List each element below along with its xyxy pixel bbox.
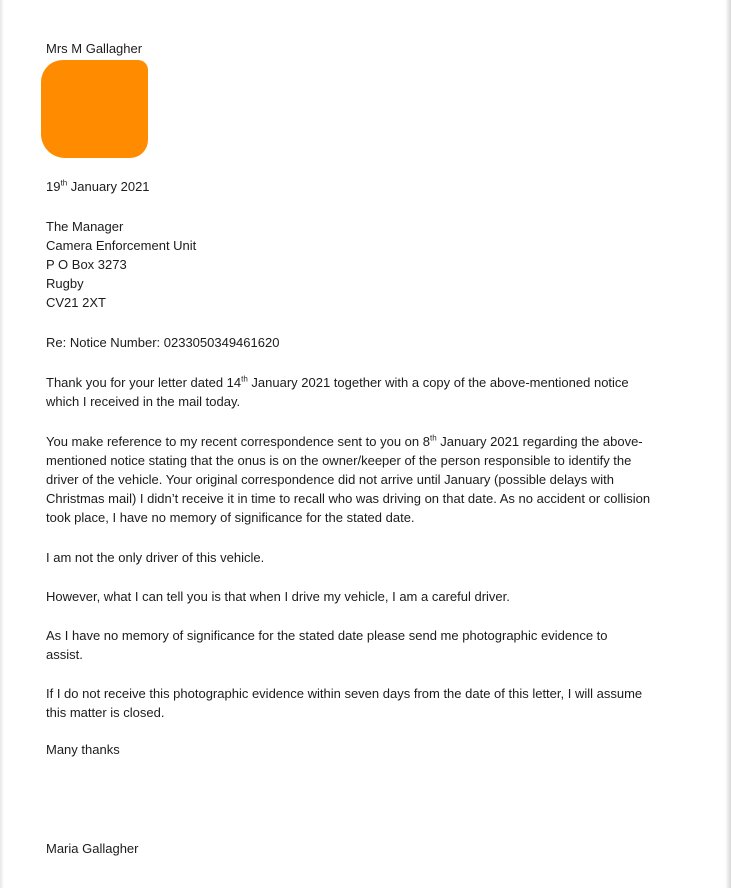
signature-name: Maria Gallagher xyxy=(46,841,139,856)
closing-line: Many thanks xyxy=(46,742,120,757)
recipient-line-1: The Manager xyxy=(46,219,124,234)
recipient-line-4: Rugby xyxy=(46,276,84,291)
letter-date: 19th January 2021 xyxy=(46,178,150,194)
recipient-line-2: Camera Enforcement Unit xyxy=(46,238,197,253)
paragraph-2: You make reference to my recent correspondence sent to you on 8th January 2021 regarding the above-mentioned notice stating that the onus is on the owner/keeper of the person responsible to identify the driver of the vehicle. Your original correspondence did not arrive until January (possible delays with Christmas mail) I didn’t receive it in time to recall who was driving on that date. As no accident or collision took place, I have no memory of significance for the stated date. xyxy=(46,433,651,525)
sender-name: Mrs M Gallagher xyxy=(46,41,143,56)
paragraph-1: Thank you for your letter dated 14th January 2021 together with a copy of the above-mentioned notice which I received in the mail today. xyxy=(46,374,629,409)
paragraph-5: As I have no memory of significance for the stated date please send me photographic evidence to assist. xyxy=(46,628,608,662)
paragraph-4: However, what I can tell you is that when I drive my vehicle, I am a careful driver. xyxy=(46,589,510,604)
paragraph-6: If I do not receive this photographic evidence within seven days from the date of this letter, I will assume this matter is closed. xyxy=(46,686,643,720)
redacted-address-block xyxy=(41,60,148,158)
recipient-line-5: CV21 2XT xyxy=(46,295,106,310)
paragraph-3: I am not the only driver of this vehicle. xyxy=(46,550,265,565)
scan-edge-left xyxy=(0,0,4,888)
scan-edge-right xyxy=(725,0,731,888)
reference-line: Re: Notice Number: 0233050349461620 xyxy=(46,335,280,350)
recipient-line-3: P O Box 3273 xyxy=(46,257,127,272)
